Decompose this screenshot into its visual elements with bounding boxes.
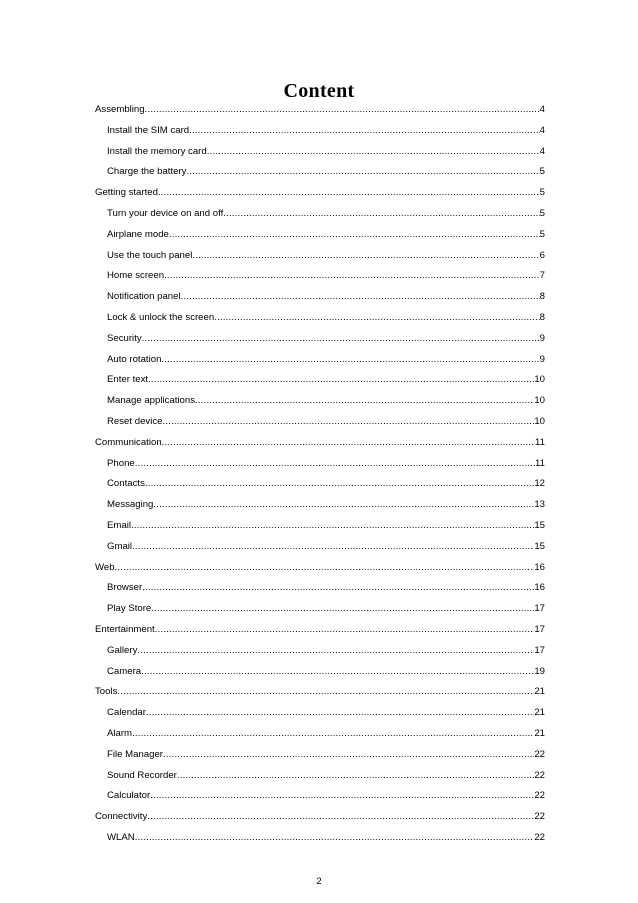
toc-subsection-entry[interactable] [95,329,545,350]
toc-entry-label: Getting started [95,187,158,199]
toc-dot-leader [132,724,534,745]
toc-entry-page: 8 [539,291,545,303]
toc-entry-label: Play Store [107,603,152,615]
toc-entry-page: 16 [534,582,545,594]
toc-subsection-entry[interactable] [95,266,545,287]
toc-entry-page: 21 [534,686,545,698]
toc-entry-label: Browser [107,582,143,594]
toc-entry-label: Gallery [107,644,138,656]
toc-entry-label: Sound Recorder [107,769,177,781]
toc-dot-leader [137,641,534,662]
toc-entry-page: 17 [534,603,545,615]
toc-subsection-entry[interactable] [95,641,545,662]
toc-subsection-entry[interactable] [95,516,545,537]
toc-entry-page: 4 [539,104,545,115]
toc-entry-page: 22 [534,790,545,802]
toc-entry-label: Home screen [107,270,165,282]
toc-entry-label: Use the touch panel [107,249,193,261]
toc-subsection-entry[interactable] [95,495,545,516]
toc-subsection-entry[interactable] [95,786,545,807]
toc-entry-page: 4 [539,145,545,157]
toc-entry-label: Security [107,332,142,344]
toc-section-entry[interactable] [95,558,545,579]
toc-entry-page: 11 [535,436,545,448]
toc-entry-label: Enter text [107,374,149,386]
toc-entry-page: 7 [539,270,545,282]
toc-entry-label: Communication [95,436,162,448]
toc-dot-leader [192,246,539,267]
toc-subsection-entry[interactable] [95,391,545,412]
toc-entry-page: 10 [534,395,545,407]
toc-subsection-entry[interactable] [95,162,545,183]
toc-subsection-entry[interactable] [95,225,545,246]
toc-dot-leader [207,142,540,163]
toc-entry-label: Install the SIM card [107,124,190,136]
toc-dot-leader [163,745,534,766]
toc-dot-leader [155,620,535,641]
toc-dot-leader [135,828,535,849]
toc-entry-label: File Manager [107,748,163,760]
toc-subsection-entry[interactable] [95,308,545,329]
toc-entry-label: Airplane mode [107,228,169,240]
toc-dot-leader [158,183,540,204]
toc-entry-label: Reset device [107,415,163,427]
toc-subsection-entry[interactable] [95,828,545,849]
toc-subsection-entry[interactable] [95,246,545,267]
toc-entry-label: Messaging [107,499,154,511]
toc-dot-leader [169,225,540,246]
toc-entry-label: Tools [95,686,118,698]
toc-entry-page: 5 [539,187,545,199]
toc-entry-page: 15 [534,519,545,531]
toc-entry-page: 21 [534,727,545,739]
toc-subsection-entry[interactable] [95,204,545,225]
toc-dot-leader [161,350,539,371]
toc-dot-leader [131,516,534,537]
toc-subsection-entry[interactable] [95,578,545,599]
toc-subsection-entry[interactable] [95,766,545,787]
toc-section-entry[interactable] [95,100,545,121]
page-number: 2 [316,876,322,887]
toc-entry-page: 15 [534,540,545,552]
toc-dot-leader [151,599,534,620]
toc-subsection-entry[interactable] [95,703,545,724]
toc-section-entry[interactable] [95,433,545,454]
toc-dot-leader [164,266,540,287]
toc-dot-leader [145,100,540,121]
toc-dot-leader [195,391,534,412]
toc-dot-leader [162,433,535,454]
toc-dot-leader [135,454,535,475]
toc-entry-page: 5 [539,166,545,178]
toc-subsection-entry[interactable] [95,537,545,558]
toc-entry-page: 16 [534,561,545,573]
toc-dot-leader [142,578,534,599]
toc-entry-page: 13 [534,499,545,511]
toc-entry-page: 22 [534,811,545,823]
toc-entry-label: Phone [107,457,135,469]
toc-entry-page: 22 [534,831,545,843]
toc-entry-label: Assembling [95,104,145,115]
toc-subsection-entry[interactable] [95,121,545,142]
toc-section-entry[interactable] [95,183,545,204]
toc-entry-page: 22 [534,769,545,781]
toc-entry-page: 5 [539,228,545,240]
toc-entry-label: Contacts [107,478,145,490]
page-title: Content [283,80,355,102]
toc-dot-leader [181,287,540,308]
toc-dot-leader [115,558,535,579]
toc-subsection-entry[interactable] [95,350,545,371]
toc-entry-label: Email [107,519,131,531]
toc-entry-page: 4 [539,124,545,136]
toc-entry-page: 12 [534,478,545,490]
toc-dot-leader [162,412,534,433]
toc-dot-leader [145,474,534,495]
toc-entry-label: Entertainment [95,623,155,635]
toc-entry-page: 8 [539,311,545,323]
toc-entry-page: 21 [534,707,545,719]
toc-subsection-entry[interactable] [95,287,545,308]
toc-subsection-entry[interactable] [95,142,545,163]
toc-entry-page: 11 [535,457,545,469]
toc-dot-leader [177,766,534,787]
toc-entry-page: 5 [539,207,545,219]
toc-entry-label: Calendar [107,707,146,719]
toc-entry-page: 9 [539,353,545,365]
toc-entry-label: Connectivity [95,811,148,823]
toc-entry-label: Install the memory card [107,145,207,157]
toc-entry-label: Notification panel [107,291,181,303]
toc-entry-label: Alarm [107,727,133,739]
toc-subsection-entry[interactable] [95,412,545,433]
toc-entry-label: Manage applications [107,395,196,407]
toc-section-entry[interactable] [95,620,545,641]
toc-entry-label: WLAN [107,831,135,843]
toc-dot-leader [148,370,534,391]
toc-entry-page: 6 [539,249,545,261]
toc-entry-label: Calculator [107,790,151,802]
toc-section-entry[interactable] [95,807,545,828]
toc-entry-label: Lock & unlock the screen [107,311,215,323]
toc-entry-page: 10 [534,415,545,427]
toc-dot-leader [153,495,534,516]
toc-dot-leader [147,807,534,828]
toc-dot-leader [150,786,534,807]
toc-entry-label: Charge the battery [107,166,187,178]
toc-subsection-entry[interactable] [95,370,545,391]
toc-subsection-entry[interactable] [95,454,545,475]
toc-subsection-entry[interactable] [95,662,545,683]
toc-entry-page: 22 [534,748,545,760]
toc-entry-label: Turn your device on and off [107,207,224,219]
toc-entry-page: 19 [534,665,545,677]
toc-dot-leader [117,682,534,703]
toc-dot-leader [223,204,539,225]
toc-entry-page: 17 [534,644,545,656]
toc-subsection-entry[interactable] [95,474,545,495]
toc-entry-label: Gmail [107,540,133,552]
toc-dot-leader [132,537,534,558]
toc-entry-label: Auto rotation [107,353,162,365]
toc-dot-leader [186,162,539,183]
toc-dot-leader [214,308,539,329]
toc-subsection-entry[interactable] [95,599,545,620]
toc-dot-leader [141,662,534,683]
toc-dot-leader [146,703,534,724]
toc-dot-leader [142,329,540,350]
toc-section-entry[interactable] [95,682,545,703]
toc-entry-label: Web [95,561,115,573]
toc-entry-page: 10 [534,374,545,386]
toc-subsection-entry[interactable] [95,745,545,766]
toc-entry-label: Camera [107,665,142,677]
toc-entry-page: 17 [534,623,545,635]
toc-subsection-entry[interactable] [95,724,545,745]
toc-dot-leader [189,121,540,142]
table-of-contents [95,100,545,849]
toc-entry-page: 9 [539,332,545,344]
